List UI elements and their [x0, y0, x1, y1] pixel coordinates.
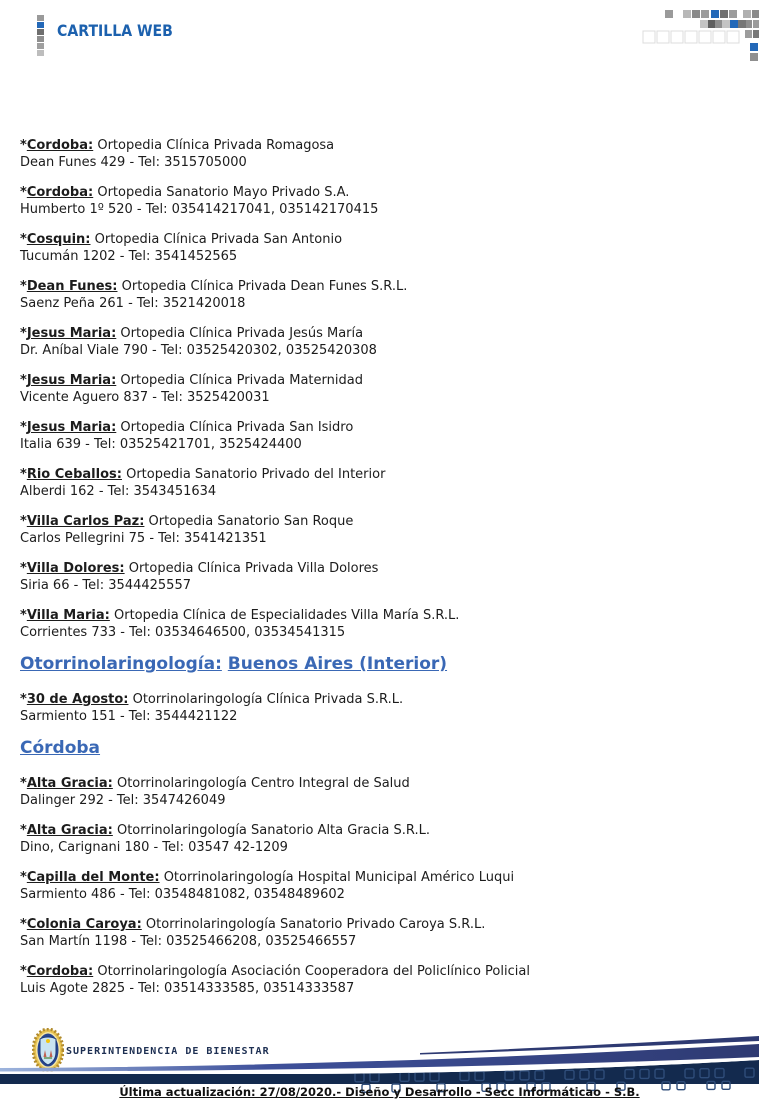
- entry-marker: *: [20, 870, 27, 885]
- entry-description: Ortopedia Sanatorio Mayo Privado S.A.: [93, 185, 350, 200]
- entry-marker: *: [20, 608, 27, 623]
- entry-description: Ortopedia Sanatorio San Roque: [144, 514, 354, 529]
- entry-address-tel: Carlos Pellegrini 75 - Tel: 3541421351: [20, 531, 267, 546]
- entry-marker: *: [20, 373, 27, 388]
- entry-city: Colonia Caroya:: [26, 917, 142, 932]
- entry-marker: *: [20, 823, 27, 838]
- entry-city: Cordoba:: [26, 964, 94, 979]
- org-name: SUPERINTENDENCIA DE BIENESTAR: [66, 1046, 270, 1057]
- page-footer: [0, 1024, 759, 1101]
- entry-address-tel: Vicente Aguero 837 - Tel: 3525420031: [20, 390, 270, 405]
- entry-marker: *: [20, 326, 27, 341]
- entry-city: Jesus Maria:: [26, 326, 117, 341]
- entry-city: Capilla del Monte:: [26, 870, 160, 885]
- entry-address-tel: Dr. Aníbal Viale 790 - Tel: 03525420302, 03525420308: [20, 343, 377, 358]
- section-heading-link[interactable]: Córdoba: [20, 738, 101, 758]
- entry-address-tel: Luis Agote 2825 - Tel: 03514333585, 03514333587: [20, 981, 355, 996]
- entry-city: Cordoba:: [26, 185, 94, 200]
- entry-marker: *: [20, 514, 27, 529]
- entry-address-tel: Saenz Peña 261 - Tel: 3521420018: [20, 296, 246, 311]
- section-heading: [20, 738, 732, 759]
- entry-address-tel: Humberto 1º 520 - Tel: 035414217041, 035142170415: [20, 202, 379, 217]
- provider-entry: [20, 513, 732, 547]
- entry-address-tel: Tucumán 1202 - Tel: 3541452565: [20, 249, 238, 264]
- entry-marker: *: [20, 279, 27, 294]
- provider-entry: [20, 691, 732, 725]
- entry-city: Villa Dolores:: [26, 561, 125, 576]
- entry-description: Ortopedia Clínica de Especialidades Villa María S.R.L.: [109, 608, 460, 623]
- entry-address-tel: Corrientes 733 - Tel: 03534646500, 03534541315: [20, 625, 346, 640]
- entry-description: Ortopedia Clínica Privada Villa Dolores: [124, 561, 379, 576]
- provider-entry: [20, 466, 732, 500]
- entry-description: Ortopedia Clínica Privada Romagosa: [93, 138, 335, 153]
- entry-city: Jesus Maria:: [26, 420, 117, 435]
- entry-marker: *: [20, 917, 27, 932]
- entry-marker: *: [20, 138, 27, 153]
- entry-description: Ortopedia Clínica Privada Maternidad: [116, 373, 363, 388]
- section-heading: [20, 654, 732, 675]
- provider-entry: [20, 325, 732, 359]
- entry-description: Ortopedia Clínica Privada San Isidro: [116, 420, 354, 435]
- entry-description: Ortopedia Clínica Privada Jesús María: [116, 326, 364, 341]
- entry-description: Otorrinolaringología Hospital Municipal Américo Luqui: [159, 870, 515, 885]
- entry-marker: *: [20, 561, 27, 576]
- last-updated-line: Última actualización: 27/08/2020.- Diseño y Desarrollo - Secc Informáticao - S.B.: [119, 1085, 640, 1099]
- entry-address-tel: Sarmiento 486 - Tel: 03548481082, 03548489602: [20, 887, 345, 902]
- entry-description: Ortopedia Sanatorio Privado del Interior: [121, 467, 386, 482]
- app-title: CARTILLA WEB: [57, 21, 173, 40]
- entry-city: Dean Funes:: [26, 279, 118, 294]
- entry-description: Ortopedia Clínica Privada San Antonio: [90, 232, 343, 247]
- entry-city: Cosquin:: [26, 232, 91, 247]
- content: [20, 137, 732, 1010]
- entry-marker: *: [20, 692, 27, 707]
- pixel-mosaic-decoration: [633, 8, 759, 64]
- provider-entry: [20, 278, 732, 312]
- provider-entry: [20, 916, 732, 950]
- provider-entry: [20, 607, 732, 641]
- entry-marker: *: [20, 467, 27, 482]
- provider-entry: [20, 184, 732, 218]
- section-heading-link[interactable]: Buenos Aires (Interior): [227, 654, 448, 674]
- entry-city: Alta Gracia:: [26, 823, 113, 838]
- entry-marker: *: [20, 232, 27, 247]
- entry-address-tel: Dino, Carignani 180 - Tel: 03547 42-1209: [20, 840, 288, 855]
- entry-address-tel: Alberdi 162 - Tel: 3543451634: [20, 484, 217, 499]
- entry-city: Villa Maria:: [26, 608, 110, 623]
- entry-description: Otorrinolaringología Sanatorio Privado Caroya S.R.L.: [141, 917, 486, 932]
- entry-address-tel: Dean Funes 429 - Tel: 3515705000: [20, 155, 247, 170]
- provider-entry: [20, 560, 732, 594]
- entry-city: Villa Carlos Paz:: [26, 514, 145, 529]
- entry-address-tel: San Martín 1198 - Tel: 03525466208, 03525466557: [20, 934, 357, 949]
- entry-address-tel: Italia 639 - Tel: 03525421701, 3525424400: [20, 437, 302, 452]
- entry-marker: *: [20, 776, 27, 791]
- entry-marker: *: [20, 420, 27, 435]
- provider-entry: [20, 137, 732, 171]
- entry-city: Cordoba:: [26, 138, 94, 153]
- entry-description: Ortopedia Clínica Privada Dean Funes S.R.L.: [117, 279, 408, 294]
- entry-marker: *: [20, 185, 27, 200]
- provider-entry: [20, 775, 732, 809]
- entry-description: Otorrinolaringología Centro Integral de Salud: [112, 776, 410, 791]
- entry-city: 30 de Agosto:: [26, 692, 129, 707]
- provider-entry: [20, 822, 732, 856]
- logo-pixel-strip-icon: [37, 15, 44, 57]
- provider-entry: [20, 869, 732, 903]
- entry-city: Alta Gracia:: [26, 776, 113, 791]
- entry-description: Otorrinolaringología Asociación Cooperadora del Policlínico Policial: [93, 964, 530, 979]
- entry-description: Otorrinolaringología Clínica Privada S.R.L.: [128, 692, 404, 707]
- provider-entry: [20, 372, 732, 406]
- entry-city: Jesus Maria:: [26, 373, 117, 388]
- provider-entry: [20, 419, 732, 453]
- entry-city: Rio Ceballos:: [26, 467, 122, 482]
- entry-address-tel: Siria 66 - Tel: 3544425557: [20, 578, 191, 593]
- entry-description: Otorrinolaringología Sanatorio Alta Gracia S.R.L.: [112, 823, 430, 838]
- section-heading-link[interactable]: Otorrinolaringología:: [20, 654, 222, 674]
- provider-entry: [20, 231, 732, 265]
- page-header: [0, 0, 759, 62]
- entry-marker: *: [20, 964, 27, 979]
- entry-address-tel: Dalinger 292 - Tel: 3547426049: [20, 793, 226, 808]
- entry-address-tel: Sarmiento 151 - Tel: 3544421122: [20, 709, 238, 724]
- provider-entry: [20, 963, 732, 997]
